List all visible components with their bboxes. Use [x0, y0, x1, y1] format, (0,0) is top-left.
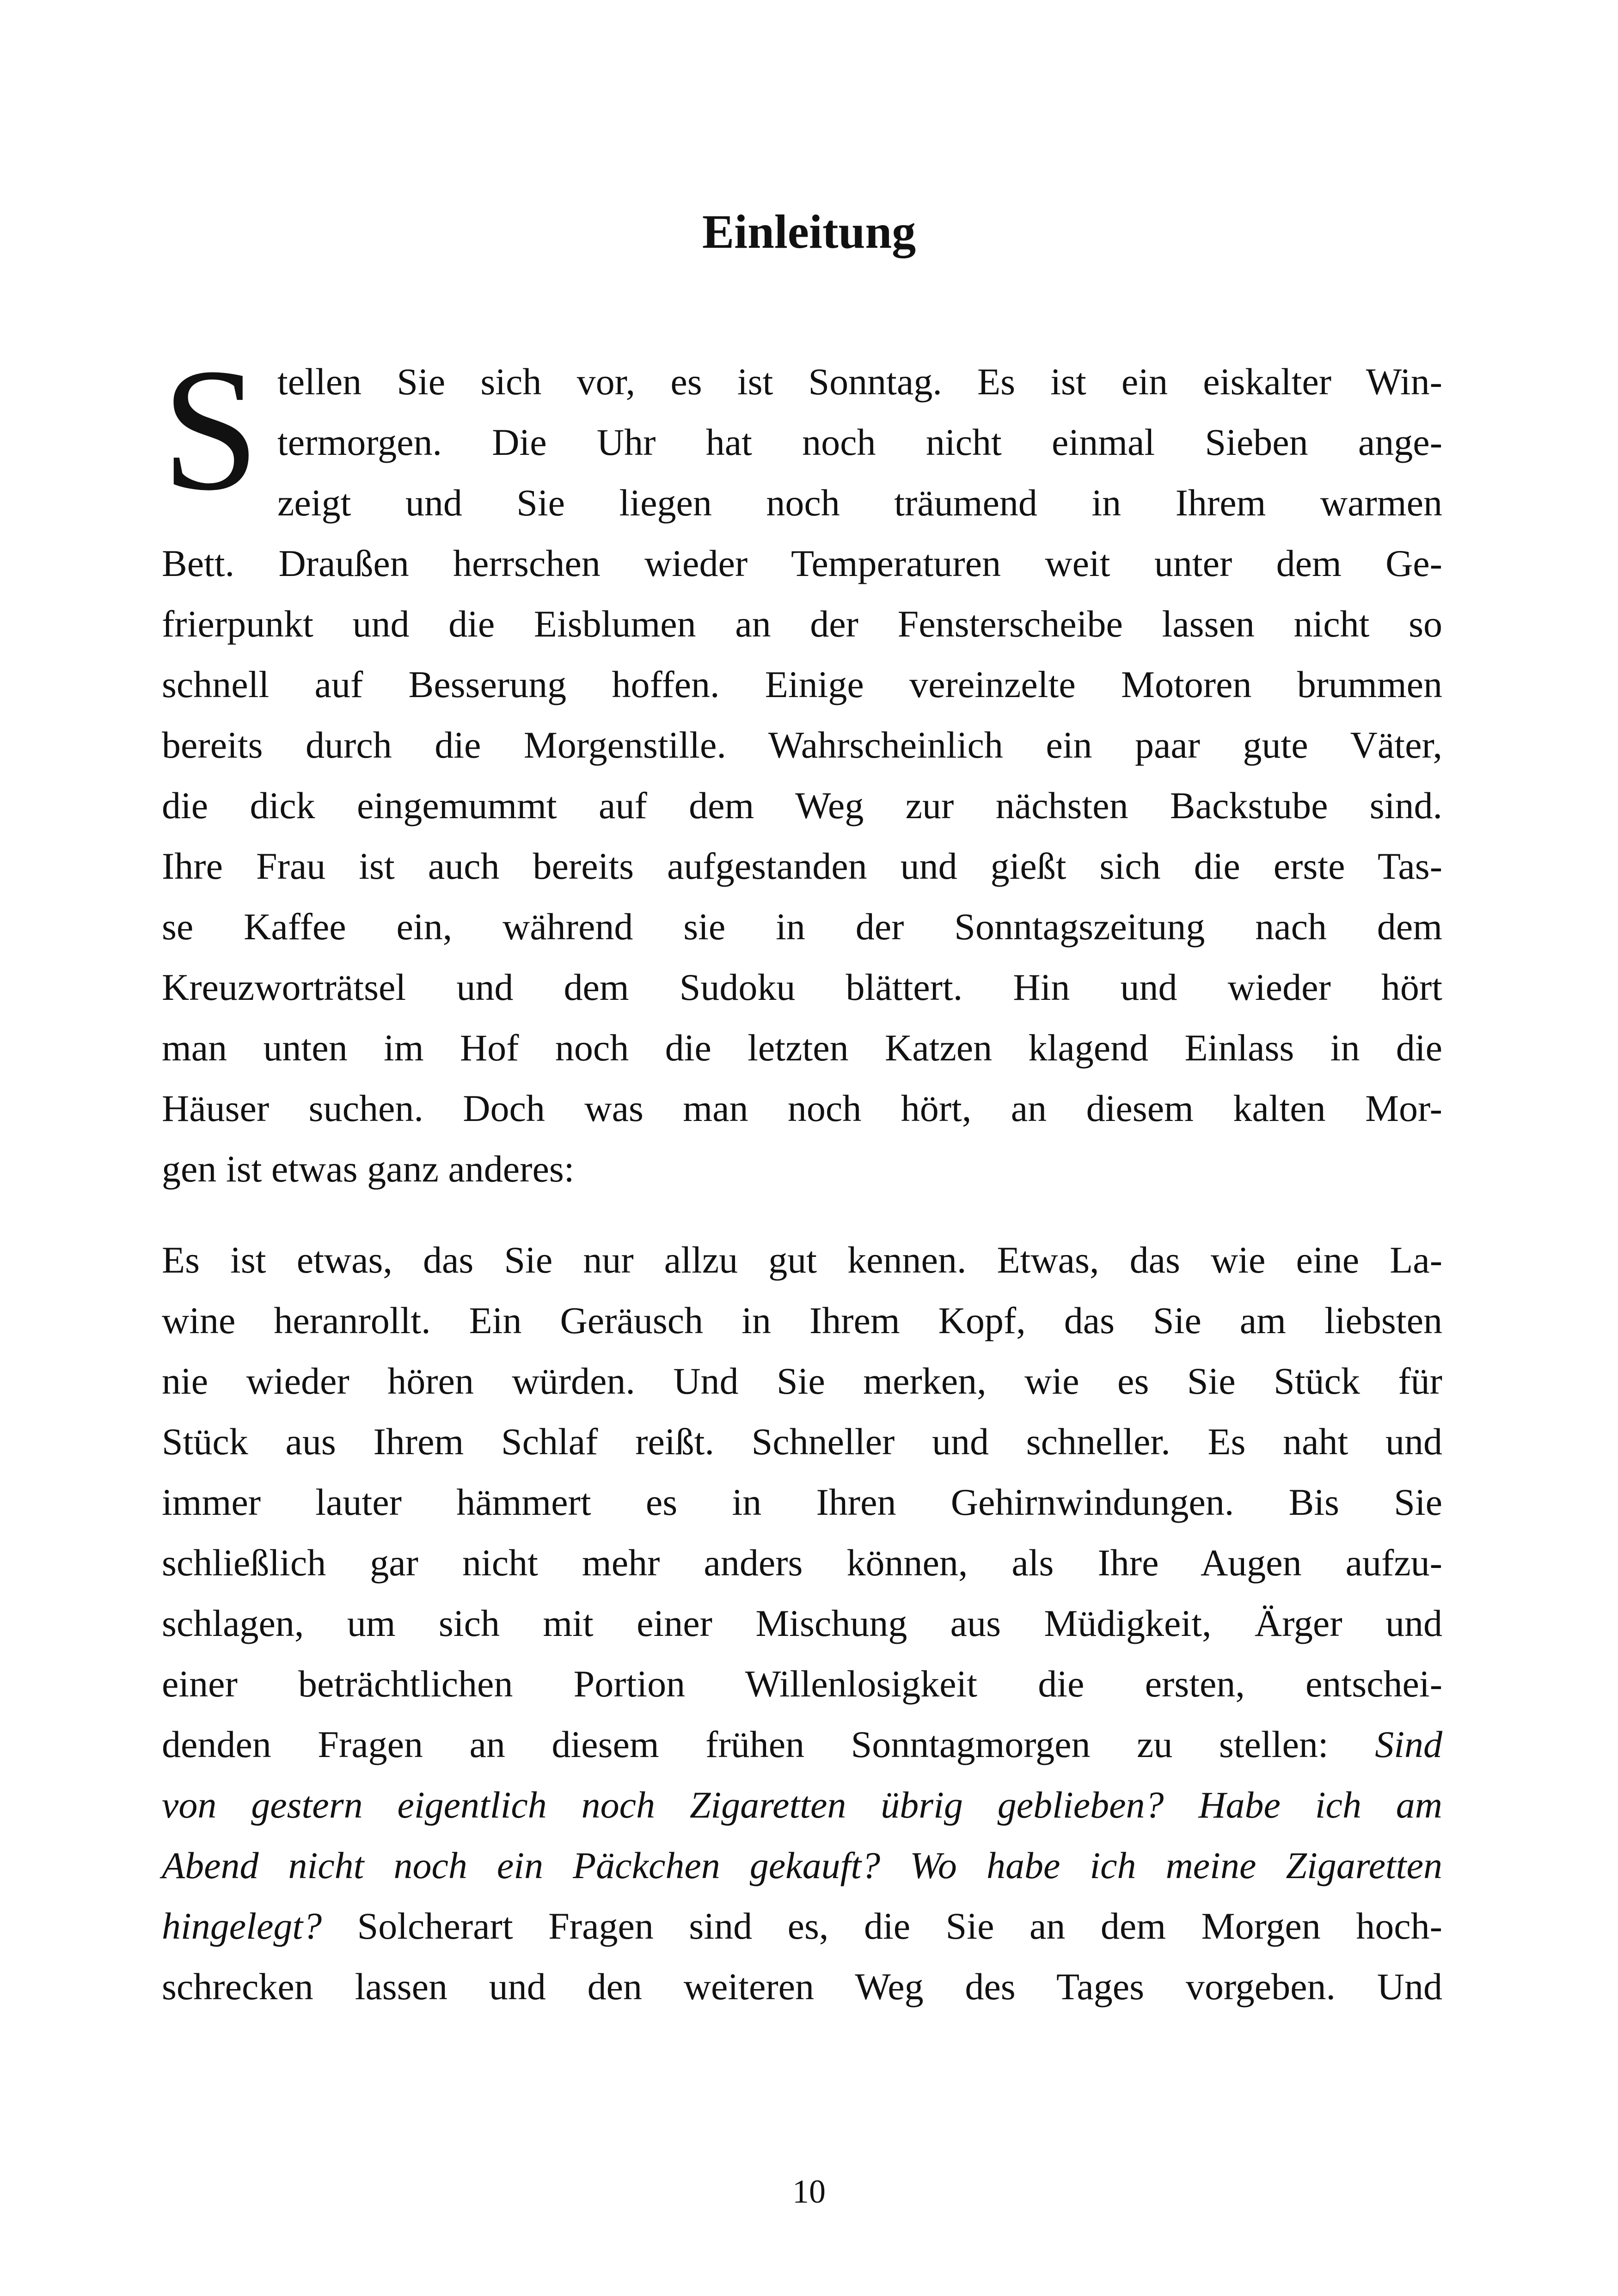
text-line: nie wieder hören würden. Und Sie merken, wie es Sie Stück für	[162, 1360, 1442, 1402]
text-line: immer lauter hämmert es in Ihren Gehirnwindungen. Bis Sie	[162, 1481, 1442, 1523]
page-number: 10	[792, 2173, 826, 2210]
chapter-title: Einleitung	[702, 205, 916, 258]
italic-question: von gestern eigentlich noch Zigaretten übrig geblieben? Habe ich am	[162, 1784, 1442, 1826]
text-line: die dick eingemummt auf dem Weg zur nächsten Backstube sind.	[162, 784, 1442, 827]
text-line	[162, 1714, 1442, 1775]
italic-question: Abend nicht noch ein Päckchen gekauft? Wo habe ich meine Zigaretten	[162, 1844, 1442, 1886]
text-segment: Solcherart Fragen sind es, die Sie an dem Morgen hoch-	[357, 1905, 1442, 1947]
text-line	[162, 1896, 1442, 1956]
text-line: Stück aus Ihrem Schlaf reißt. Schneller und schneller. Es naht und	[162, 1420, 1442, 1463]
text-line: schrecken lassen und den weiteren Weg des Tages vorgeben. Und	[162, 1965, 1442, 2008]
text-line: frierpunkt und die Eisblumen an der Fensterscheibe lassen nicht so	[162, 603, 1442, 645]
text-segment: denden Fragen an diesem frühen Sonntagmorgen zu stellen:	[162, 1723, 1329, 1765]
text-line: gen ist etwas ganz anderes:	[162, 1148, 575, 1190]
text-line: Ihre Frau ist auch bereits aufgestanden und gießt sich die erste Tas-	[162, 845, 1442, 887]
italic-question: Sind	[1375, 1723, 1443, 1765]
text-line	[162, 1775, 1442, 1835]
text-line: se Kaffee ein, während sie in der Sonntagszeitung nach dem	[162, 906, 1442, 948]
text-line: wine heranrollt. Ein Geräusch in Ihrem Kopf, das Sie am liebsten	[162, 1299, 1442, 1341]
text-line: Bett. Draußen herrschen wieder Temperaturen weit unter dem Ge-	[162, 542, 1442, 584]
text-line: Häuser suchen. Doch was man noch hört, an diesem kalten Mor-	[162, 1087, 1442, 1129]
text-line: bereits durch die Morgenstille. Wahrscheinlich ein paar gute Väter,	[162, 724, 1442, 766]
text-line: tellen Sie sich vor, es ist Sonntag. Es ist ein eiskalter Win-	[277, 361, 1442, 403]
text-line: termorgen. Die Uhr hat noch nicht einmal Sieben ange-	[277, 421, 1442, 463]
paragraph-2	[162, 1230, 1442, 2017]
drop-cap: S	[162, 332, 260, 527]
text-line: schlagen, um sich mit einer Mischung aus Müdigkeit, Ärger und	[162, 1602, 1442, 1644]
text-line: einer beträchtlichen Portion Willenlosigkeit die ersten, entschei-	[162, 1663, 1442, 1705]
italic-question: hingelegt?	[162, 1905, 322, 1947]
paragraph-1	[162, 351, 1442, 1199]
text-line: schließlich gar nicht mehr anders können, als Ihre Augen aufzu-	[162, 1542, 1442, 1584]
text-line: zeigt und Sie liegen noch träumend in Ihrem warmen	[277, 482, 1442, 524]
text-line: schnell auf Besserung hoffen. Einige vereinzelte Motoren brummen	[162, 663, 1442, 705]
text-line	[162, 1835, 1442, 1896]
text-line: man unten im Hof noch die letzten Katzen klagend Einlass in die	[162, 1027, 1442, 1069]
text-line: Kreuzworträtsel und dem Sudoku blättert. Hin und wieder hört	[162, 966, 1442, 1008]
text-line: Es ist etwas, das Sie nur allzu gut kennen. Etwas, das wie eine La-	[162, 1239, 1442, 1281]
